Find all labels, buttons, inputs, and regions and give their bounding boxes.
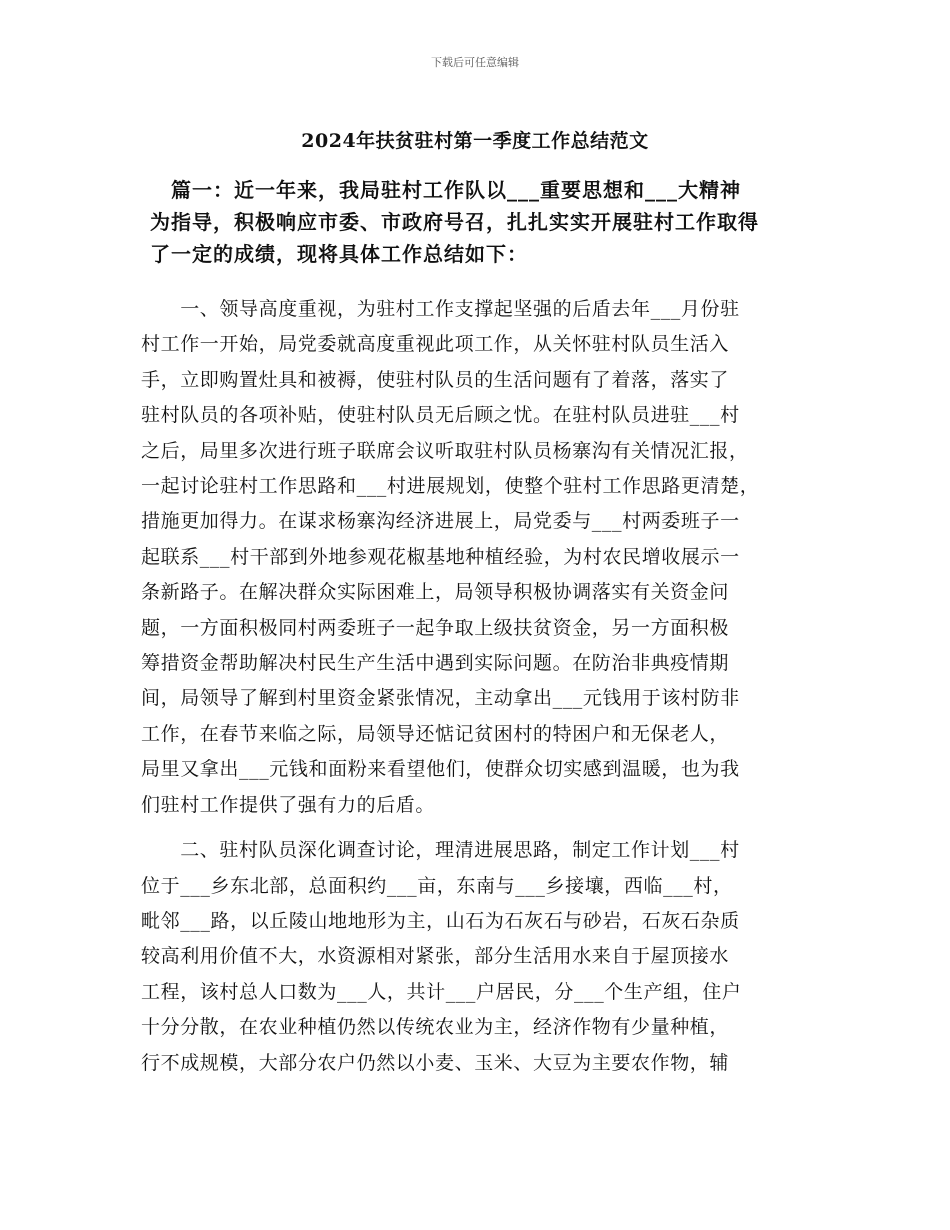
- intro-line: 为指导，积极响应市委、市政府号召，扎扎实实开展驻村工作取得: [150, 210, 759, 234]
- paragraph-line: 之后，局里多次进行班子联席会议听取驻村队员杨寨沟有关情况汇报，: [141, 439, 749, 462]
- paragraph-line: 条新路子。在解决群众实际困难上，局领导积极协调落实有关资金问: [141, 581, 730, 604]
- paragraph-line: 村工作一开始，局党委就高度重视此项工作，从关怀驻村队员生活入: [141, 333, 730, 356]
- paragraph-line: 驻村队员的各项补贴，使驻村队员无后顾之忧。在驻村队员进驻___村: [141, 404, 740, 427]
- paragraph-line: 一起讨论驻村工作思路和___村进展规划，使整个驻村工作思路更清楚，: [141, 475, 760, 498]
- paragraph-line: 间，局领导了解到村里资金紧张情况，主动拿出___元钱用于该村防非: [141, 687, 740, 710]
- paragraph-line: 工程，该村总人口数为___人，共计___户居民，分___个生产组，住户: [141, 980, 742, 1003]
- paragraph-line: 位于___乡东北部，总面积约___亩，东南与___乡接壤，西临___村，: [141, 874, 733, 897]
- page-header-note: 下载后可任意编辑: [431, 56, 519, 69]
- paragraph-line: 工作，在春节来临之际，局领导还惦记贫困村的特困户和无保老人，: [141, 722, 730, 745]
- paragraph-line: 起联系___村干部到外地参观花椒基地种植经验，为村农民增收展示一: [141, 545, 740, 568]
- paragraph-line: 手，立即购置灶具和被褥，使驻村队员的生活问题有了着落，落实了: [141, 368, 730, 391]
- paragraph-line: 十分分散，在农业种植仍然以传统农业为主，经济作物有少量种植，: [141, 1016, 730, 1039]
- paragraph-line: 们驻村工作提供了强有力的后盾。: [141, 793, 436, 816]
- paragraph-line: 局里又拿出___元钱和面粉来看望他们，使群众切实感到温暖，也为我: [141, 758, 740, 781]
- paragraph-line: 毗邻___路，以丘陵山地地形为主，山石为石灰石与砂岩，石灰石杂质: [141, 909, 740, 932]
- paragraph-line: 二、驻村队员深化调查讨论，理清进展思路，制定工作计划___村: [141, 839, 740, 862]
- document-title: 2024年扶贫驻村第一季度工作总结范文: [301, 130, 649, 152]
- paragraph-line: 较高利用价值不大，水资源相对紧张，部分生活用水来自于屋顶接水: [141, 945, 730, 968]
- paragraph-gap: [141, 823, 821, 833]
- intro-line: 篇一：近一年来，我局驻村工作队以___重要思想和___大精神: [150, 178, 741, 202]
- intro-line: 了一定的成绩，现将具体工作总结如下：: [150, 242, 528, 266]
- document-body: [141, 292, 821, 1081]
- paragraph-1: [141, 292, 821, 823]
- paragraph-line: 措施更加得力。在谋求杨寨沟经济进展上，局党委与___村两委班子一: [141, 510, 740, 533]
- paragraph-2: [141, 833, 821, 1081]
- paragraph-line: 题，一方面积极同村两委班子一起争取上级扶贫资金，另一方面积极: [141, 616, 730, 639]
- paragraph-line: 行不成规模，大部分农户仍然以小麦、玉米、大豆为主要农作物，辅: [141, 1051, 730, 1074]
- paragraph-line: 一、领导高度重视，为驻村工作支撑起坚强的后盾去年___月份驻: [141, 298, 740, 320]
- intro-paragraph: [150, 174, 810, 270]
- paragraph-line: 筹措资金帮助解决村民生产生活中遇到实际问题。在防治非典疫情期: [141, 652, 730, 675]
